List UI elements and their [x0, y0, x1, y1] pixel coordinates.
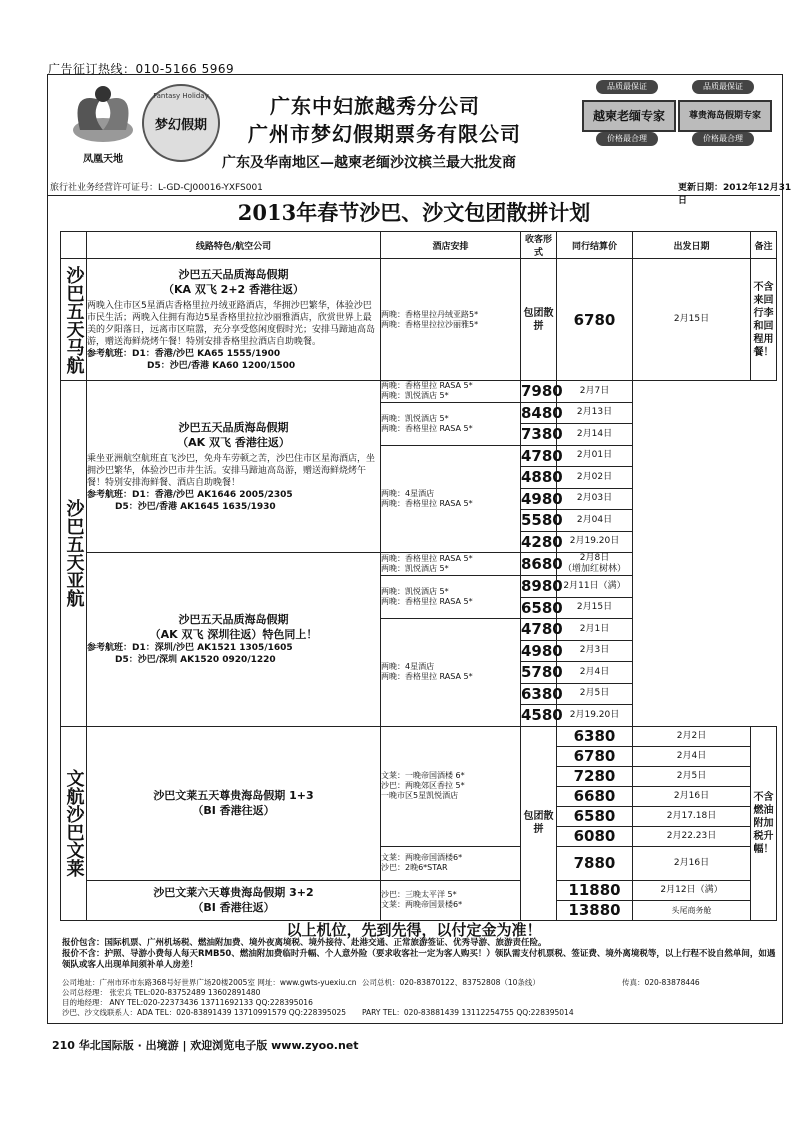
date-cell: 2月12日（满） — [633, 880, 751, 900]
price-cell: 4780 — [521, 620, 563, 639]
hotel-cell: 文莱：一晚帝国酒楼 6* 沙巴：两晚郊区香拉 5* 一晚市区5星凯悦酒店 — [381, 726, 521, 846]
price-cell: 6380 — [521, 684, 563, 703]
route-title: 沙巴文莱五天尊贵海岛假期 1+3 — [153, 789, 314, 802]
flight-outbound: 参考航班：D1：香港/沙巴 AK1646 2005/2305 — [87, 490, 293, 500]
hotel-cell: 文莱：两晚帝国酒楼6* 沙巴：2晚6*STAR — [381, 846, 521, 880]
airline-label: 沙巴五天亚航 — [63, 499, 85, 608]
note-label: 不含来回行李和回程用餐！ — [753, 281, 774, 358]
price-cell: 5580 — [521, 511, 563, 530]
date-cell: 2月02日 — [557, 467, 633, 489]
route-subtitle: （BI 香港往返） — [192, 901, 275, 914]
route-cell — [87, 553, 381, 727]
date-cell: 2月16日 — [633, 846, 751, 880]
contacts — [62, 978, 776, 1018]
date-cell: 2月17.18日 — [633, 806, 751, 826]
date-cell: 2月19.20日 — [557, 705, 633, 727]
date-cell: 2月19.20日 — [557, 531, 633, 553]
price-cell: 7880 — [557, 846, 633, 880]
hotel-cell: 两晚：香格里拉 RASA 5* 两晚：凯悦酒店 5* — [381, 553, 521, 576]
phoenix-logo-icon — [60, 80, 146, 150]
airline-label: 沙巴五天马航 — [63, 265, 85, 374]
hotel-cell: 两晚：4星酒店 两晚：香格里拉 RASA 5* — [381, 445, 521, 553]
hotel-cell: 两晚：凯悦酒店 5* 两晚：香格里拉 RASA 5* — [381, 402, 521, 445]
price-cell: 4280 — [521, 532, 563, 551]
price-cell: 8480 — [521, 403, 563, 422]
badge-bottom-text: 价格最合理 — [692, 132, 754, 146]
badge-main-text: 越柬老缅专家 — [582, 100, 676, 132]
fantasy-holiday-logo — [142, 84, 220, 162]
update-date: 更新日期：2012年12月31日 — [678, 183, 792, 206]
route-cell — [87, 880, 381, 920]
date-cell: 2月14日 — [557, 424, 633, 446]
date-cell: 2月01日 — [557, 445, 633, 467]
company-name-1: 广东中妇旅越秀分公司 — [270, 94, 480, 118]
route-description: 乘坐亚洲航空航班直飞沙巴，免舟车劳顿之苦，沙巴住市区星海酒店，坐拥沙巴繁华，体验沙巴市井生活。安排马蹄迪高岛游，赠送海鲜烧烤午餐！特别安排海鲜餐、酒店自助晚餐！ — [87, 454, 376, 488]
form-cell — [521, 259, 557, 381]
date-cell: 2月5日 — [633, 766, 751, 786]
table-row — [61, 553, 777, 576]
price-cell: 6580 — [521, 598, 563, 617]
date-cell: 2月3日 — [557, 640, 633, 662]
note-label: 不含燃油附加税升幅！ — [753, 791, 774, 855]
price-cell: 11880 — [557, 880, 633, 900]
price-cell: 7380 — [521, 425, 563, 444]
route-description: 两晚入住市区5星酒店香格里拉丹绒亚路酒店，华拥沙巴繁华，体验沙巴市民生活；两晚入住拥有海边5星香格里拉拉沙丽雅酒店，欣赏世界上最美的夕阳落日，远离市区喧嚣，充分享受悠闲度假时光；安排马蹄迪高岛游，赠送海鲜烧烤午餐！特别安排香格里拉酒店自助晚餐。 — [87, 301, 376, 347]
date-cell: 2月5日 — [557, 683, 633, 705]
price-cell: 4880 — [521, 468, 563, 487]
bi-rows — [61, 726, 777, 920]
price-cell: 7280 — [557, 766, 633, 786]
price-cell: 5780 — [521, 663, 563, 682]
price-cell: 4780 — [521, 446, 563, 465]
date-cell: 2月2日 — [633, 726, 751, 746]
company-name-2: 广州市梦幻假期票务有限公司 — [248, 122, 521, 146]
tour-table — [60, 231, 777, 921]
inclusions — [62, 938, 776, 971]
tagline: 广东及华南地区—越柬老缅沙汶槟兰最大批发商 — [222, 155, 516, 171]
contact-pary: PARY TEL：020-83881439 13112254755 QQ:228395014 — [362, 1008, 574, 1017]
badge-island-expert — [678, 80, 768, 154]
table-header-row — [61, 232, 777, 259]
price-cell: 6080 — [557, 826, 633, 846]
hotel-cell: 沙巴：三晚太平洋 5* 文莱：两晚帝国景楼6* — [381, 880, 521, 920]
table-row — [61, 381, 777, 403]
route-subtitle: （KA 双飞 2+2 香港往返） — [162, 283, 305, 296]
flight-return: D5：沙巴/香港 KA60 1200/1500 — [147, 361, 296, 371]
route-title: 沙巴五天品质海岛假期 — [178, 268, 289, 281]
airline-label: 文航沙巴文莱 — [63, 769, 85, 877]
form-header: 收客形式 — [521, 232, 557, 259]
ad-hotline: 广告征订热线：010-5166 5969 — [48, 62, 235, 76]
price-includes: 报价包含：国际机票、广州机场税、燃油附加费、境外夜离境税、境外接待、赴港交通、正常旅游签证、优秀导游、旅游责任险。 — [62, 938, 547, 948]
date-cell: 2月11日（满） — [557, 576, 633, 598]
route-cell — [87, 726, 381, 880]
hotel-cell: 两晚：4星酒店 两晚：香格里拉 RASA 5* — [381, 619, 521, 727]
airline-header — [61, 232, 87, 259]
contact-destination-manager: 目的地经理： ANY TEL:020-22373436 13711692133 QQ:228395016 — [62, 998, 313, 1007]
badge-top-text: 品质最保证 — [596, 80, 658, 94]
form-label: 包团散拼 — [523, 307, 554, 332]
badge-top-text: 品质最保证 — [692, 80, 754, 94]
badge-indochina-expert — [582, 80, 672, 154]
route-cell — [87, 259, 381, 381]
price-cell: 8980 — [521, 577, 563, 596]
price-cell: 6580 — [557, 806, 633, 826]
hotel-cell: 两晚：香格里拉 RASA 5* 两晚：凯悦酒店 5* — [381, 381, 521, 403]
note-cell — [751, 726, 777, 920]
route-title: 沙巴文莱六天尊贵海岛假期 3+2 — [153, 886, 314, 899]
route-subtitle: （AK 双飞 深圳往返）特色同上！ — [149, 628, 318, 642]
price-cell: 6780 — [557, 746, 633, 766]
date-cell: 2月4日 — [633, 746, 751, 766]
price-cell: 6780 — [557, 259, 633, 381]
contact-phone: 公司总机：020-83870122、83752808（10条线） — [362, 978, 540, 987]
date-cell: 2月15日 — [633, 259, 751, 381]
contact-sabah: 沙巴、沙文线联系人：ADA TEL：020-83891439 13710991579 QQ:228395025 — [62, 1008, 347, 1017]
route-header: 线路特色/航空公司 — [87, 232, 381, 259]
price-cell: 13880 — [557, 900, 633, 920]
date-cell: 2月16日 — [633, 786, 751, 806]
date-cell: 2月8日 （增加红树林） — [557, 553, 633, 576]
price-cell: 4980 — [521, 641, 563, 660]
flight-return: D5：沙巴/香港 AK1645 1635/1930 — [115, 502, 276, 512]
route-title: 沙巴五天品质海岛假期 — [178, 421, 289, 434]
license-number: 旅行社业务经营许可证号：L-GD-CJ00016-YXFS001 — [50, 183, 263, 193]
table-row — [61, 880, 777, 900]
logo-main-text: 梦幻假期 — [154, 117, 207, 133]
date-header: 出发日期 — [633, 232, 751, 259]
date-cell: 2月1日 — [557, 619, 633, 641]
airline-cell — [61, 381, 87, 727]
hotel-cell: 两晚：凯悦酒店 5* 两晚：香格里拉 RASA 5* — [381, 576, 521, 619]
table-row — [61, 259, 777, 381]
flight-outbound: 参考航班：D1：香港/沙巴 KA65 1555/1900 — [87, 349, 281, 359]
ak-rows — [61, 381, 777, 727]
price-cell: 4980 — [521, 489, 563, 508]
form-cell — [521, 726, 557, 920]
flight-return: D5：沙巴/深圳 AK1520 0920/1220 — [115, 655, 276, 666]
hotel-header: 酒店安排 — [381, 232, 521, 259]
date-cell: 2月04日 — [557, 510, 633, 532]
contact-address: 公司地址：广州市环市东路368号好世界广场20楼2005室 网址：www.gwts-yuexiu.cn — [62, 978, 357, 987]
logo-ring-text: Fantasy Holiday — [153, 92, 209, 100]
date-cell: 2月13日 — [557, 402, 633, 424]
price-cell: 6680 — [557, 786, 633, 806]
logo-caption: 凤凰天地 — [83, 154, 123, 165]
hotel-cell: 两晚：香格里拉丹绒亚路5* 两晚：香格里拉拉沙丽雅5* — [381, 259, 521, 381]
airline-cell — [61, 726, 87, 920]
note-cell — [751, 259, 777, 381]
badge-bottom-text: 价格最合理 — [596, 132, 658, 146]
page-footer: 210 华北国际版 · 出境游 | 欢迎浏览电子版 www.zyoo.net — [52, 1039, 359, 1052]
contact-fax: 传真：020-83878446 — [622, 978, 700, 987]
contact-manager: 公司总经理： 张宏兵 TEL:020-83752489 13602891480 — [62, 988, 261, 997]
date-cell: 2月15日 — [557, 597, 633, 619]
route-title: 沙巴五天品质海岛假期 — [178, 613, 289, 627]
route-cell — [87, 381, 381, 553]
route-subtitle: （AK 双飞 香港往返） — [177, 436, 290, 449]
date-cell: 2月7日 — [557, 381, 633, 403]
date-cell: 2月4日 — [557, 662, 633, 684]
date-cell: 2月03日 — [557, 488, 633, 510]
price-cell: 7980 — [521, 382, 563, 401]
note-header: 备注 — [751, 232, 777, 259]
route-subtitle: （BI 香港往返） — [192, 804, 275, 817]
banner: 以上机位，先到先得，以付定金为准！ — [286, 921, 542, 939]
price-cell: 8680 — [521, 553, 557, 576]
phoenix-logo — [60, 80, 146, 164]
form-label: 包团散拼 — [523, 811, 554, 835]
page-title: 2013年春节沙巴、沙文包团散拼计划 — [237, 200, 591, 225]
price-header: 同行结算价 — [557, 232, 633, 259]
price-excludes: 报价不含：护照、导游小费每人每天RMB50、燃油附加费临时升幅、个人意外险（要求收客社一定为客人购买！）领队需支付机票税、签证费、境外离境税等，以上行程不设自然单间，如遇领队或客人出现单间须补单人房差！ — [62, 949, 776, 970]
price-cell: 4580 — [521, 706, 563, 725]
badge-main-text: 尊贵海岛假期专家 — [678, 100, 772, 132]
price-cell: 6380 — [557, 726, 633, 746]
date-cell: 2月22.23日 — [633, 826, 751, 846]
date-cell: 头尾商务舱 — [633, 900, 751, 920]
flight-outbound: 参考航班：D1：深圳/沙巴 AK1521 1305/1605 — [87, 643, 293, 654]
table-row — [61, 726, 777, 746]
airline-cell — [61, 259, 87, 381]
